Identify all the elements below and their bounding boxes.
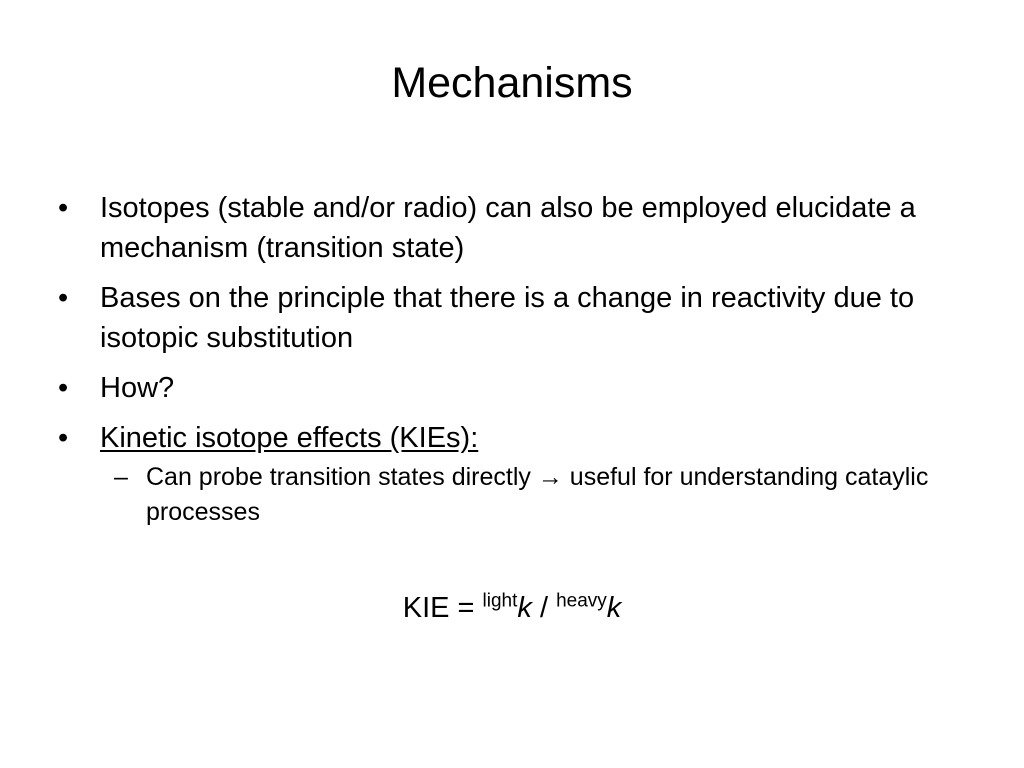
bullet-item [58,278,978,358]
bullet-marker: • [58,282,69,314]
formula-k-heavy: k [606,592,622,624]
kie-formula [0,588,1024,628]
sub-bullet-marker: – [114,463,128,491]
bullet-list [58,188,978,540]
bullet-text: Bases on the principle that there is a change in reactivity due to isotopic substitution [100,282,915,354]
bullet-item [58,368,978,408]
sub-bullet-text: Can probe transition states directly → useful for understanding cataylic processes [146,463,929,526]
formula-divider: / [531,592,557,624]
formula-light-superscript: light [482,590,518,612]
sub-bullet-item [100,460,978,530]
bullet-text: Isotopes (stable and/or radio) can also be employed elucidate a mechanism (transition state) [100,192,916,264]
bullet-text: How? [100,372,175,404]
bullet-marker: • [58,422,69,454]
sub-bullet-list [100,460,978,530]
bullet-item [58,418,978,530]
bullet-marker: • [58,192,69,224]
formula-k-light: k [517,592,532,624]
formula-heavy-superscript: heavy [556,590,607,612]
bullet-marker: • [58,372,69,404]
bullet-item [58,188,978,268]
bullet-text-underlined: Kinetic isotope effects (KIEs): [100,422,479,454]
formula-lhs: KIE = [402,592,483,624]
slide-title: Mechanisms [391,59,633,107]
